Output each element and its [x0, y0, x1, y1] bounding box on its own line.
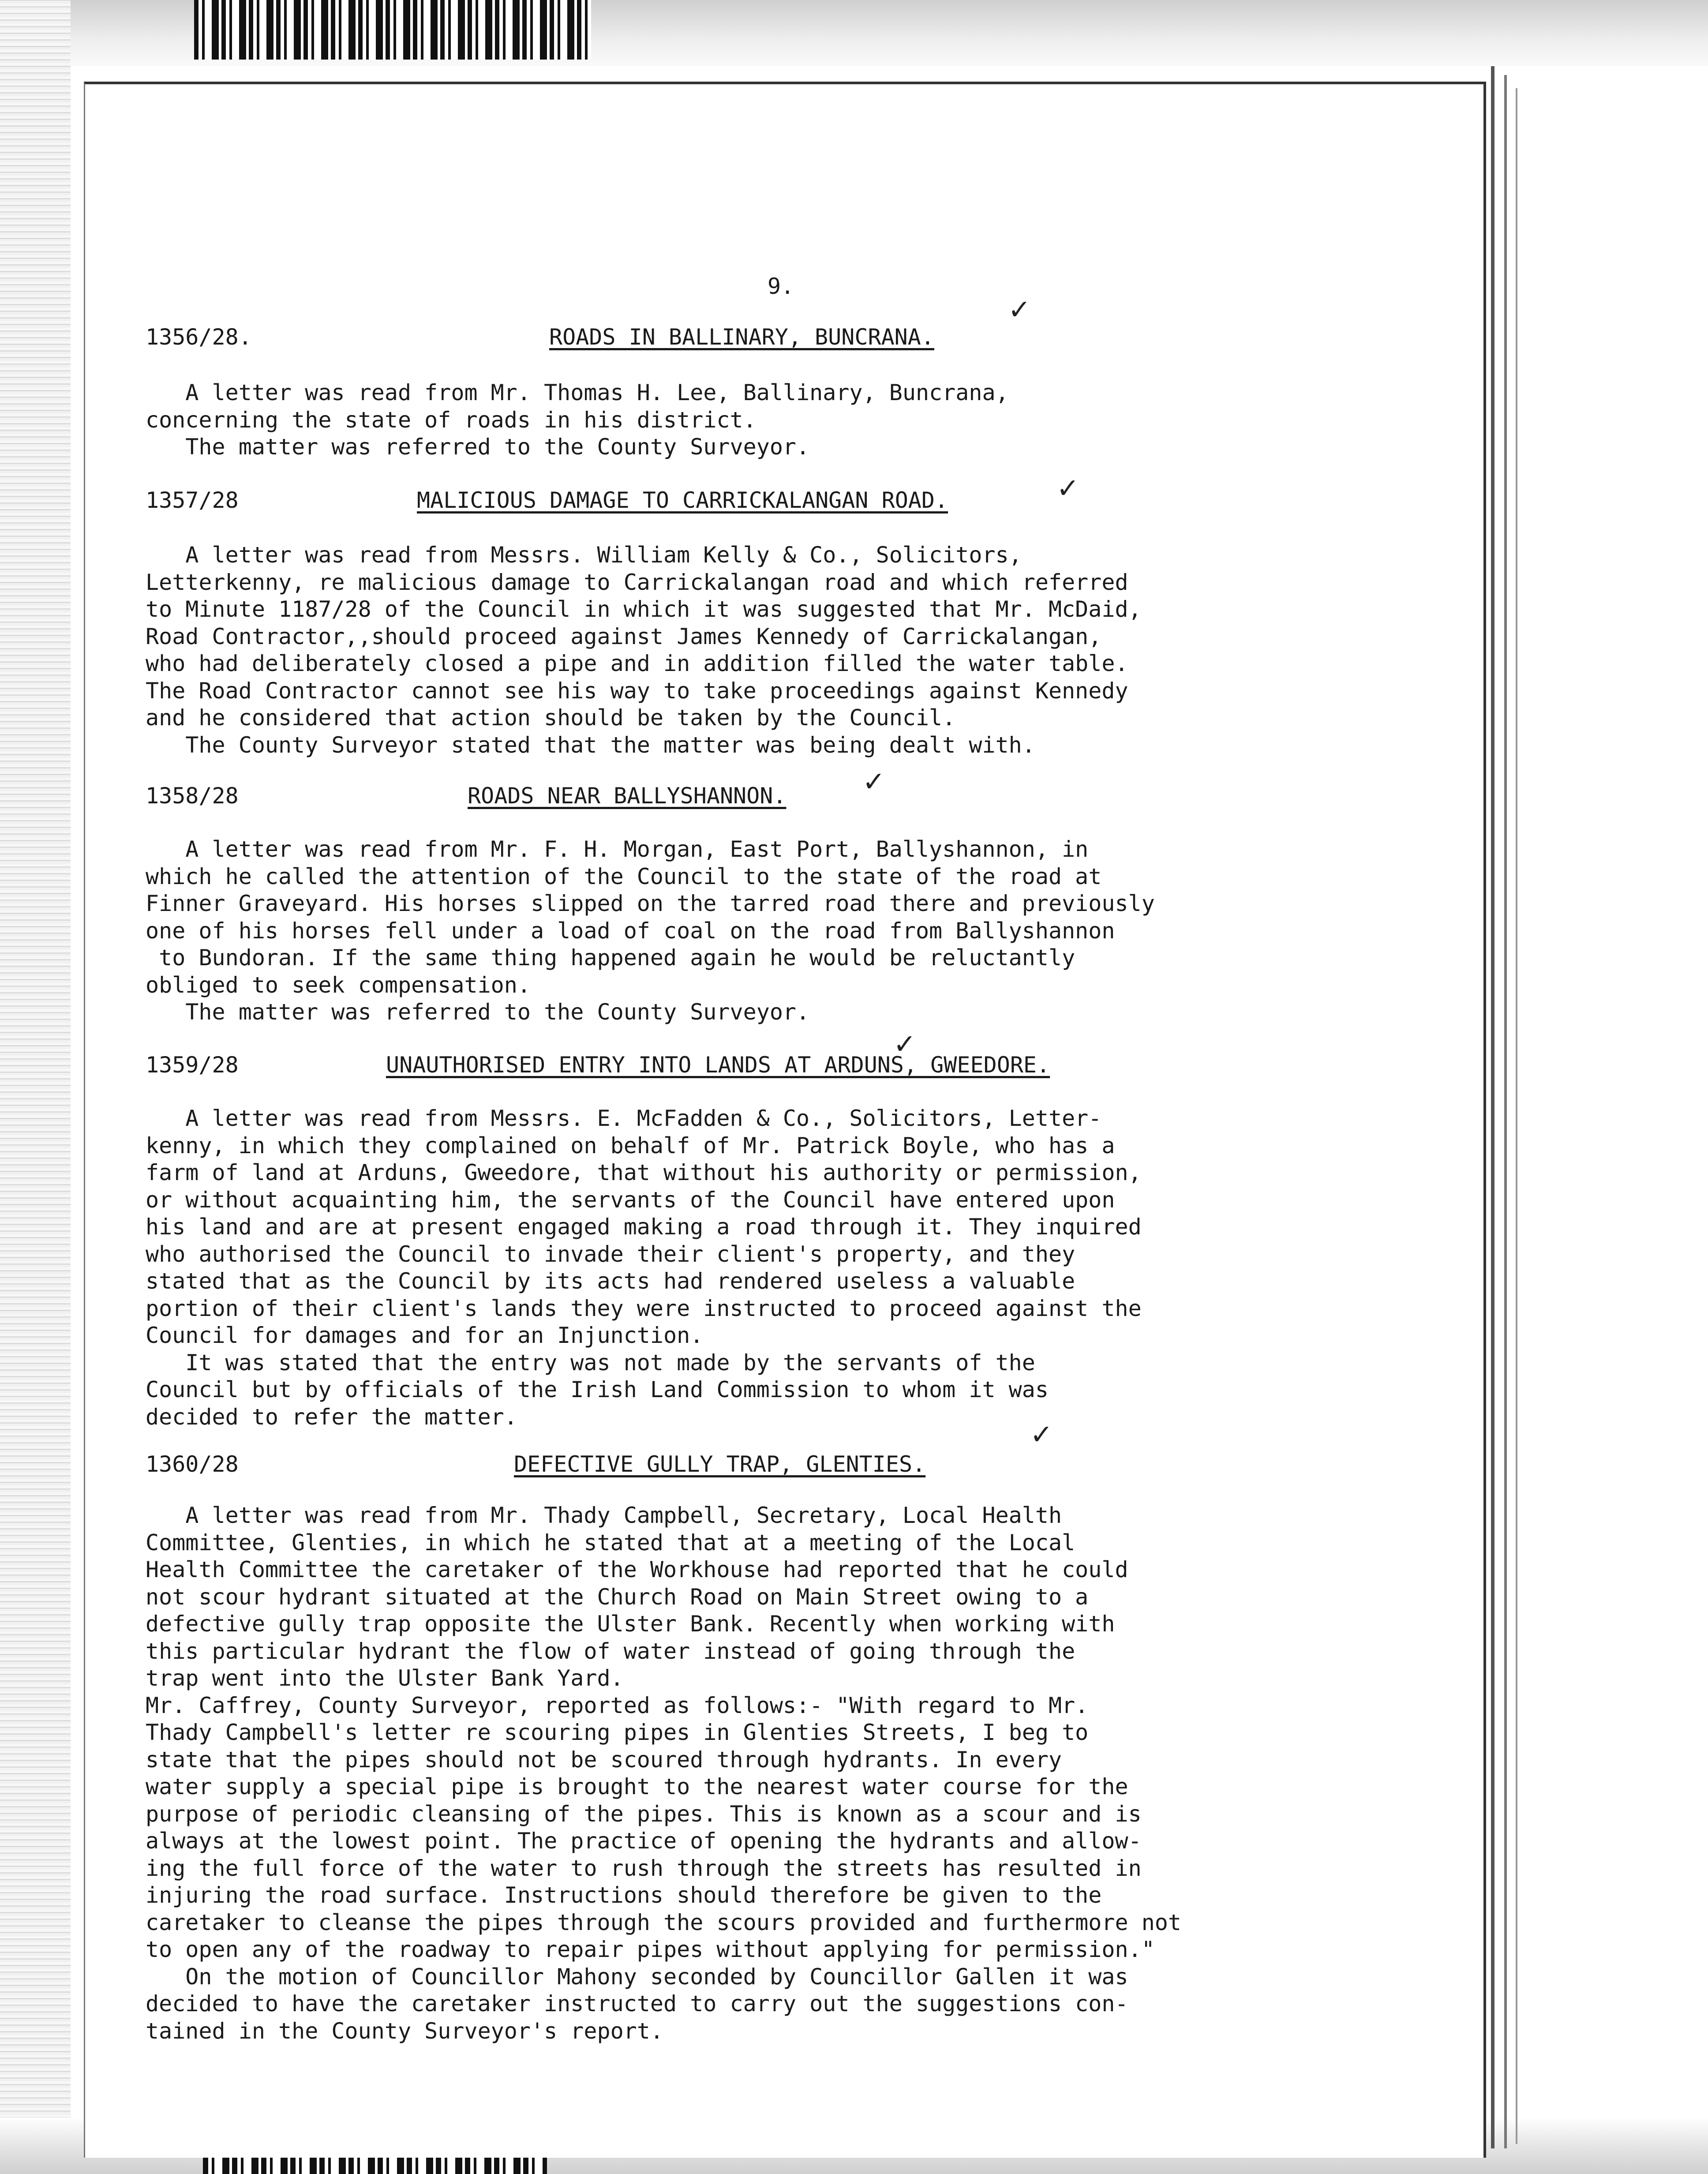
check-mark-icon: ✓: [862, 765, 885, 798]
minute-number: 1360/28: [146, 1451, 239, 1477]
minute-heading: UNAUTHORISED ENTRY INTO LANDS AT ARDUNS, GWEEDORE.: [386, 1052, 1050, 1078]
check-mark-icon: ✓: [1008, 293, 1031, 326]
minute-heading: MALICIOUS DAMAGE TO CARRICKALANGAN ROAD.: [417, 487, 948, 513]
page-number: 9.: [768, 274, 794, 299]
minute-number: 1357/28: [146, 487, 239, 513]
page-edge: [1516, 88, 1517, 2144]
minute-number: 1356/28.: [146, 324, 252, 350]
scan-left-edge: [0, 0, 71, 2174]
minute-body: A letter was read from Mr. Thady Campbell, Secretary, Local Health Committee, Glenties, in which he stated that at a meeting of the Local Health Committee the caretaker of the Workhouse had reported that he could not scour hydrant situated at the Church Road on Main Street owing to a defective gully trap opposite the Ulster Bank. Recently when working with this particular hydrant the flow of water instead of going through the trap went into the Ulster Bank Yard. Mr. Caffrey, County Surveyor, reported as follows:- "With regard to Mr. Thady Campbell's letter re scouring pipes in Glenties Streets, I beg to state that the pipes should not be scoured through hydrants. In every water supply a special pipe is brought to the nearest water course for the purpose of periodic cleansing of the pipes. This is known as a scour and is always at the lowest point. The practice of opening the hydrants and allow- ing the full force of the water to rush through the streets has resulted in injuring the road surface. Instructions should therefore be given to the caretaker to cleanse the pipes through the scours provided and furthermore not to open any of the roadway to repair pipes without applying for permission." On the motion of Councillor Mahony seconded by Councillor Gallen it was decided to have the caretaker instructed to carry out the suggestions con- tained in the County Surveyor's report.: [146, 1503, 1181, 2044]
minute-body: A letter was read from Mr. F. H. Morgan, East Port, Ballyshannon, in which he called the attention of the Council to the state of the road at Finner Graveyard. His horses slipped on the tarred road there and previously one of his horses fell under a load of coal on the road from Ballyshannon to Bundoran. If the same thing happened again he would be reluctantly obliged to seek compensation. The matter was referred to the County Surveyor.: [146, 836, 1155, 1025]
minute-number: 1359/28: [146, 1052, 239, 1078]
check-mark-icon: ✓: [1030, 1418, 1053, 1451]
barcode-top: [194, 0, 591, 60]
minute-body: A letter was read from Messrs. William Kelly & Co., Solicitors, Letterkenny, re malicious damage to Carrickalangan road and which referred to Minute 1187/28 of the Council in which it was suggested that Mr. McDaid, Road Contractor,,should proceed against James Kennedy of Carrickalangan, who had deliberately closed a pipe and in addition filled the water table. The Road Contractor cannot see his way to take proceedings against Kennedy and he considered that action should be taken by the Council. The County Surveyor stated that the matter was being dealt with.: [146, 542, 1142, 758]
page-edge: [1504, 75, 1507, 2148]
minute-number: 1358/28: [146, 783, 239, 809]
minute-heading: ROADS NEAR BALLYSHANNON.: [468, 783, 787, 809]
minute-heading: DEFECTIVE GULLY TRAP, GLENTIES.: [514, 1451, 926, 1477]
minute-body: A letter was read from Messrs. E. McFadden & Co., Solicitors, Letter- kenny, in which they complained on behalf of Mr. Patrick Boyle, who has a farm of land at Arduns, Gweedore, that without his authority or permission, or without acquainting him, the servants of the Council have entered upon his land and are at present engaged making a road through it. They inquired who authorised the Council to invade their client's property, and they stated that as the Council by its acts had rendered useless a valuable portion of their client's lands they were instructed to proceed against the Council for damages and for an Injunction. It was stated that the entry was not made by the servants of the Council but by officials of the Irish Land Commission to whom it was decided to refer the matter.: [146, 1106, 1142, 1430]
minute-body: A letter was read from Mr. Thomas H. Lee, Ballinary, Buncrana, concerning the state of roads in his district. The matter was referred to the County Surveyor.: [146, 380, 1009, 460]
check-mark-icon: ✓: [1056, 472, 1079, 504]
page-edge: [1491, 66, 1494, 2148]
minute-heading: ROADS IN BALLINARY, BUNCRANA.: [549, 324, 934, 350]
check-mark-icon: ✓: [893, 1028, 916, 1060]
